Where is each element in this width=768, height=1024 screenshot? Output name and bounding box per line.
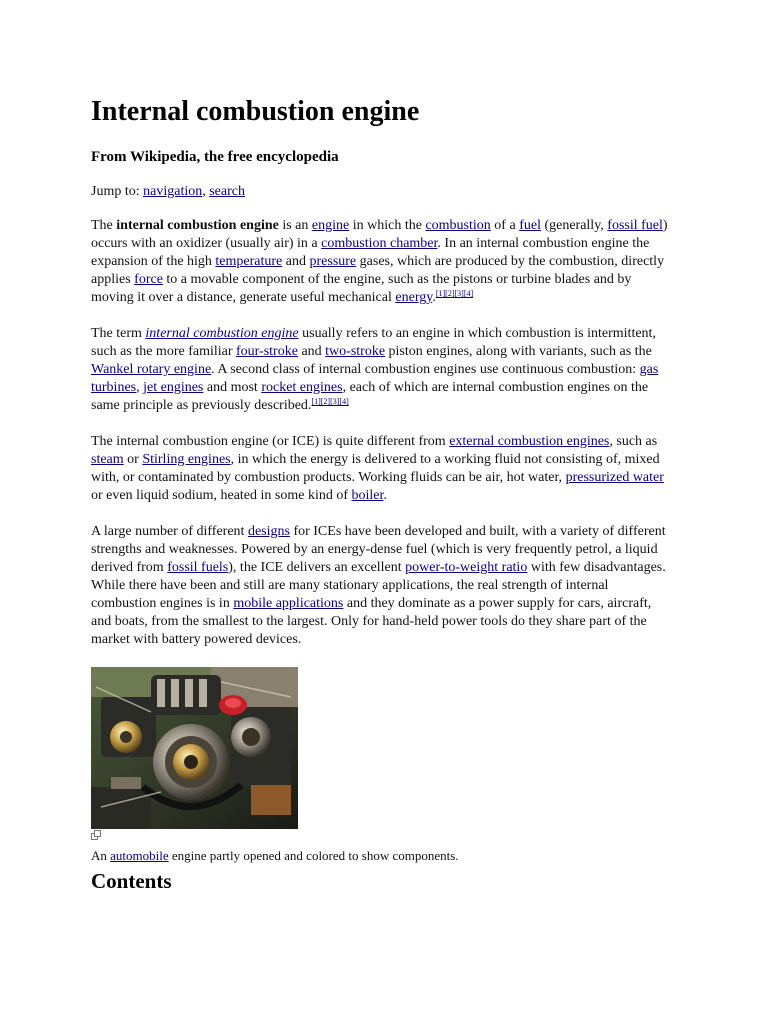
ice-comparison-paragraph (91, 433, 671, 505)
text: or even liquid sodium, heated in some kind of (91, 488, 352, 503)
text: to a movable component of the engine, such as the pistons or turbine blades and by moving it over a distance, generate useful mechanical (91, 272, 632, 305)
text: The internal combustion engine (or ICE) is quite different from (91, 434, 450, 449)
link-power-to-weight-ratio[interactable]: power-to-weight ratio (405, 560, 528, 575)
text: and most (203, 380, 262, 395)
text: and (297, 344, 326, 359)
link-engine[interactable]: engine (311, 218, 350, 233)
text: , each of which are internal combustion engines on the same principle as previously described. (91, 380, 649, 413)
intro-paragraph (91, 217, 671, 307)
link-internal-combustion-engine[interactable]: internal combustion engine (145, 326, 299, 341)
designs-paragraph (91, 523, 671, 649)
term-paragraph (91, 325, 671, 415)
text: piston engines, along with variants, such as the (385, 344, 652, 359)
engine-photo[interactable] (91, 667, 298, 829)
jump-to-bar (91, 183, 671, 201)
text: ) occurs with an oxidizer (usually air) in a (91, 218, 668, 251)
navigation-link[interactable]: navigation (143, 184, 203, 199)
link-pressure[interactable]: pressure (309, 254, 357, 269)
link-energy[interactable]: energy (395, 290, 433, 305)
link-pressurized-water[interactable]: pressurized water (565, 470, 664, 485)
contents-heading: Contents (91, 869, 172, 893)
text: , in which the energy is delivered to a working fluid not consisting of, mixed with, or contaminated by combustion products. Working fluids can be air, hot water, (91, 452, 660, 485)
jump-prefix: Jump to: (91, 184, 144, 199)
enlarge-icon[interactable] (91, 830, 101, 840)
text: of a (490, 218, 520, 233)
link-jet-engines[interactable]: jet engines (143, 380, 204, 395)
text: in which the (349, 218, 426, 233)
link-rocket-engines[interactable]: rocket engines (261, 380, 343, 395)
reference-links[interactable]: [1][2][3][4] (435, 289, 474, 298)
text: . (383, 488, 387, 503)
text: The (91, 218, 117, 233)
text: The term (91, 326, 146, 341)
text: . (432, 290, 436, 305)
text: (generally, (540, 218, 608, 233)
link-mobile-applications[interactable]: mobile applications (233, 596, 344, 611)
link-temperature[interactable]: temperature (215, 254, 283, 269)
text: . A second class of internal combustion engines use continuous combustion: (211, 362, 640, 377)
link-two-stroke[interactable]: two-stroke (325, 344, 386, 359)
text: is an (278, 218, 312, 233)
link-boiler[interactable]: boiler (351, 488, 384, 503)
text: ), the ICE delivers an excellent (228, 560, 406, 575)
text: A large number of different (91, 524, 248, 539)
text: , such as (609, 434, 658, 449)
text: engine partly opened and colored to show components. (168, 848, 459, 863)
link-steam[interactable]: steam (91, 452, 124, 467)
link-combustion-chamber[interactable]: combustion chamber (321, 236, 438, 251)
link-four-stroke[interactable]: four-stroke (236, 344, 298, 359)
text: with few disadvantages. While there have been and still are many stationary applications, the real strength of internal combustion engines is in (91, 560, 666, 611)
search-link[interactable]: search (209, 184, 245, 199)
text: usually refers to an engine in which combustion is intermittent, such as the more familiar (91, 326, 656, 359)
link-force[interactable]: force (134, 272, 163, 287)
engine-figure (91, 667, 459, 864)
text: . In an internal combustion engine the expansion of the high (91, 236, 650, 269)
link-fossil-fuels[interactable]: fossil fuels (167, 560, 229, 575)
link-designs[interactable]: designs (247, 524, 290, 539)
text: for ICEs have been developed and built, with a variety of different strengths and weaknesses. Powered by an energy-dense fuel (which is very frequently petrol, a liquid derived from (91, 524, 666, 575)
jump-separator: , (202, 184, 210, 199)
bold-term: internal combustion engine (116, 218, 279, 233)
link-stirling-engines[interactable]: Stirling engines (142, 452, 231, 467)
text: An (91, 848, 111, 863)
link-fossil-fuel[interactable]: fossil fuel (607, 218, 663, 233)
link-fuel[interactable]: fuel (519, 218, 541, 233)
page-title: Internal combustion engine (91, 96, 420, 127)
link-gas-turbines[interactable]: gas turbines (91, 362, 659, 395)
text: or (123, 452, 143, 467)
text: , (136, 380, 144, 395)
link-automobile[interactable]: automobile (110, 848, 169, 863)
link-wankel-rotary-engine[interactable]: Wankel rotary engine (91, 362, 212, 377)
text: and they dominate as a power supply for cars, aircraft, and boats, from the smallest to the largest. Only for hand-held power tools do they share part of the market with battery powered devices. (91, 596, 652, 647)
article (91, 95, 671, 894)
text: and (282, 254, 310, 269)
page-subtitle: From Wikipedia, the free encyclopedia (91, 149, 339, 165)
figure-caption (91, 847, 459, 864)
link-combustion[interactable]: combustion (425, 218, 491, 233)
text: gases, which are produced by the combustion, directly applies (91, 254, 665, 287)
link-external-combustion-engines[interactable]: external combustion engines (449, 434, 610, 449)
reference-links[interactable]: [1][2][3][4] (311, 397, 349, 406)
